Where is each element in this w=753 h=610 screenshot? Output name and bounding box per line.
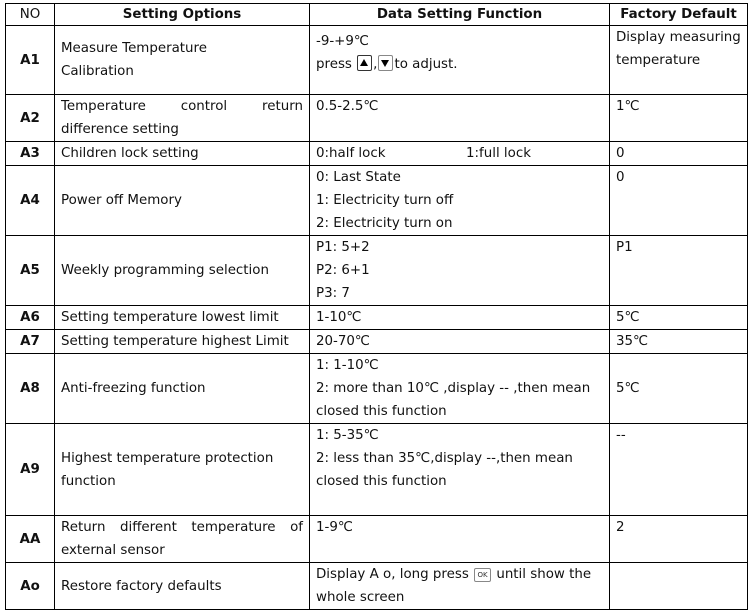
factory-default (610, 563, 748, 610)
function-text: Display A o, long press (316, 567, 469, 582)
header-setting-options: Setting Options (55, 4, 310, 26)
function-line: P2: 6+1 (316, 263, 370, 278)
setting-function: 20-70℃ (310, 330, 610, 354)
table-row (6, 330, 748, 354)
function-text: , (373, 57, 378, 72)
up-arrow-button-icon (357, 55, 372, 71)
table-row (6, 354, 748, 424)
function-text: until show the whole screen (316, 567, 592, 605)
factory-default: -- (610, 424, 748, 516)
function-line: 2: more than 10℃ ,display -- ,then mean closed this function (316, 381, 591, 419)
setting-option (55, 424, 310, 516)
function-line: -9-+9℃ (316, 34, 369, 49)
table-row (6, 166, 748, 236)
setting-function: 1-9℃ (310, 516, 610, 563)
factory-default: 0 (610, 166, 748, 236)
factory-default: P1 (610, 236, 748, 306)
header-no: NO (6, 4, 55, 26)
setting-option: Setting temperature lowest limit (55, 306, 310, 330)
factory-default: 2 (610, 516, 748, 563)
setting-option: Power off Memory (55, 166, 310, 236)
factory-default: 35℃ (610, 330, 748, 354)
row-number: A7 (6, 330, 55, 354)
setting-function (310, 563, 610, 610)
function-line: P3: 7 (316, 286, 350, 301)
header-factory-default: Factory Default (610, 4, 748, 26)
setting-option-text: Measure Temperature Calibration (61, 41, 207, 79)
function-line: 1: Electricity turn off (316, 193, 454, 208)
row-number: A6 (6, 306, 55, 330)
table-row (6, 26, 748, 95)
setting-option: Setting temperature highest Limit (55, 330, 310, 354)
row-number: A2 (6, 95, 55, 142)
function-text: to adjust. (394, 57, 458, 72)
factory-default: 0 (610, 142, 748, 166)
factory-default: 5℃ (610, 354, 748, 424)
down-arrow-button-icon (378, 55, 393, 71)
setting-function (310, 26, 610, 95)
setting-function (310, 354, 610, 424)
row-number: A9 (6, 424, 55, 516)
row-number: A5 (6, 236, 55, 306)
function-text: 1:full lock (466, 146, 531, 161)
setting-option: Weekly programming selection (55, 236, 310, 306)
setting-option: Children lock setting (55, 142, 310, 166)
row-number: AA (6, 516, 55, 563)
setting-option: Restore factory defaults (55, 563, 310, 610)
setting-function: 0.5-2.5℃ (310, 95, 610, 142)
row-number: A8 (6, 354, 55, 424)
function-line: 2: less than 35℃,display --,then mean closed this function (316, 451, 573, 489)
row-number: Ao (6, 563, 55, 610)
function-line: 0: Last State (316, 170, 401, 185)
function-line: P1: 5+2 (316, 240, 370, 255)
function-line (316, 563, 603, 609)
table-row (6, 563, 748, 610)
function-text: press (316, 57, 352, 72)
row-number: A4 (6, 166, 55, 236)
function-line (316, 53, 603, 76)
factory-default: 1℃ (610, 95, 748, 142)
setting-function: 1-10℃ (310, 306, 610, 330)
table-row (6, 424, 748, 516)
setting-function (310, 236, 610, 306)
table-row (6, 95, 748, 142)
function-line: 2: Electricity turn on (316, 216, 453, 231)
row-number: A1 (6, 26, 55, 95)
settings-table (5, 3, 748, 610)
setting-option-text: Highest temperature protection function (61, 450, 274, 489)
setting-option: Return different temperature of external sensor (55, 516, 310, 563)
setting-function (310, 424, 610, 516)
table-row (6, 236, 748, 306)
row-number: A3 (6, 142, 55, 166)
header-row (6, 4, 748, 26)
factory-default: Display measuring temperature (610, 26, 748, 95)
factory-default: 5℃ (610, 306, 748, 330)
ok-button-icon: OK (474, 568, 491, 582)
setting-option (55, 26, 310, 95)
setting-option: Temperature control return difference setting (55, 95, 310, 142)
setting-function (310, 166, 610, 236)
table-row (6, 142, 748, 166)
header-data-setting-function: Data Setting Function (310, 4, 610, 26)
table-row (6, 516, 748, 563)
function-line: 1: 5-35℃ (316, 428, 379, 443)
function-line: 1: 1-10℃ (316, 358, 379, 373)
function-text: 0:half lock (316, 146, 386, 161)
table-row (6, 306, 748, 330)
setting-function (310, 142, 610, 166)
setting-option: Anti-freezing function (55, 354, 310, 424)
